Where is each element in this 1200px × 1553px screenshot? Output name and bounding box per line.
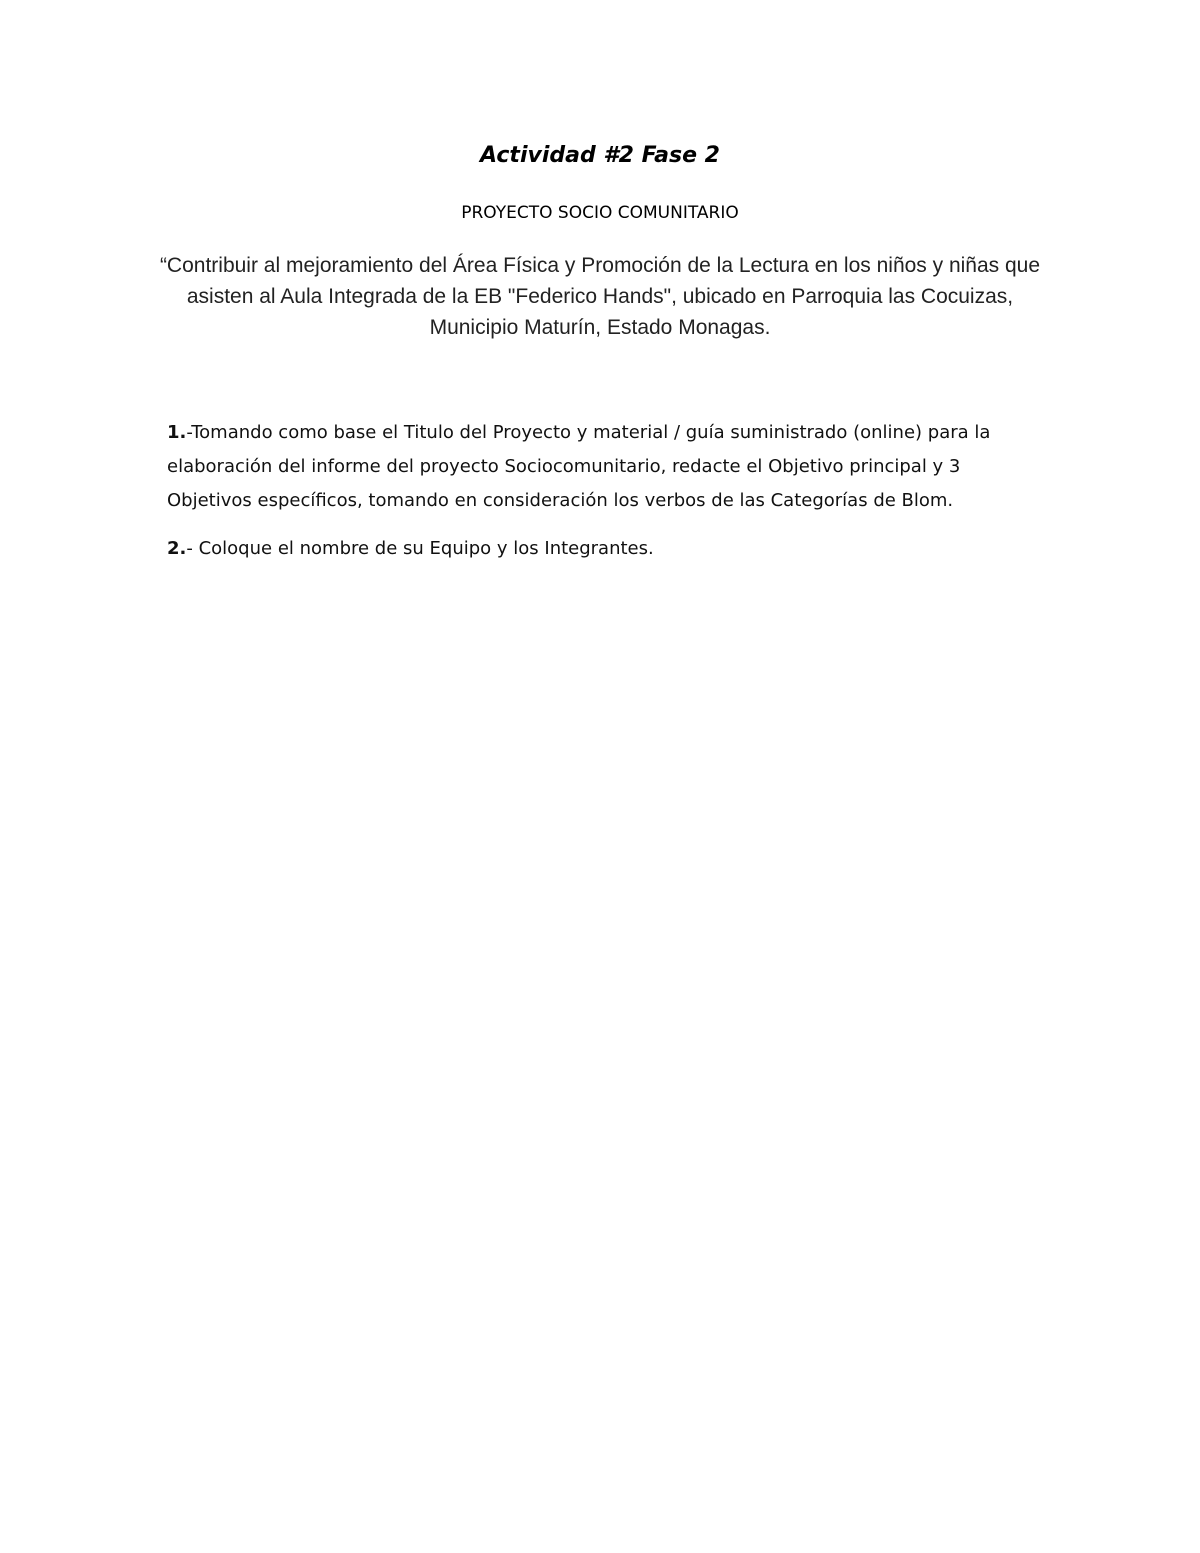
project-title-text: “Contribuir al mejoramiento del Área Física y Promoción de la Lectura en los niños y niñas que asisten al Aula Integrada de la EB "Federico Hands", ubicado en Parroquia las Cocuizas, Municipio Maturín, Estado Monagas. xyxy=(159,254,1041,339)
instruction-text: - Coloque el nombre de su Equipo y los Integrantes. xyxy=(186,538,654,559)
instruction-number: 2. xyxy=(167,538,187,559)
project-subtitle: PROYECTO SOCIO COMUNITARIO xyxy=(461,203,739,223)
instruction-text: -Tomando como base el Titulo del Proyecto y material / guía suministrado (online) para la elaboración del informe del proyecto Sociocomunitario, redacte el Objetivo principal y 3 Objetivos específicos, tomando en consideración los verbos de las Categorías de Blom. xyxy=(167,422,991,511)
activity-title: Actividad #2 Fase 2 xyxy=(480,143,720,168)
instructions-list xyxy=(167,416,1047,580)
instruction-item xyxy=(167,416,1047,518)
instruction-number: 1. xyxy=(167,422,187,443)
instruction-item xyxy=(167,532,1047,566)
